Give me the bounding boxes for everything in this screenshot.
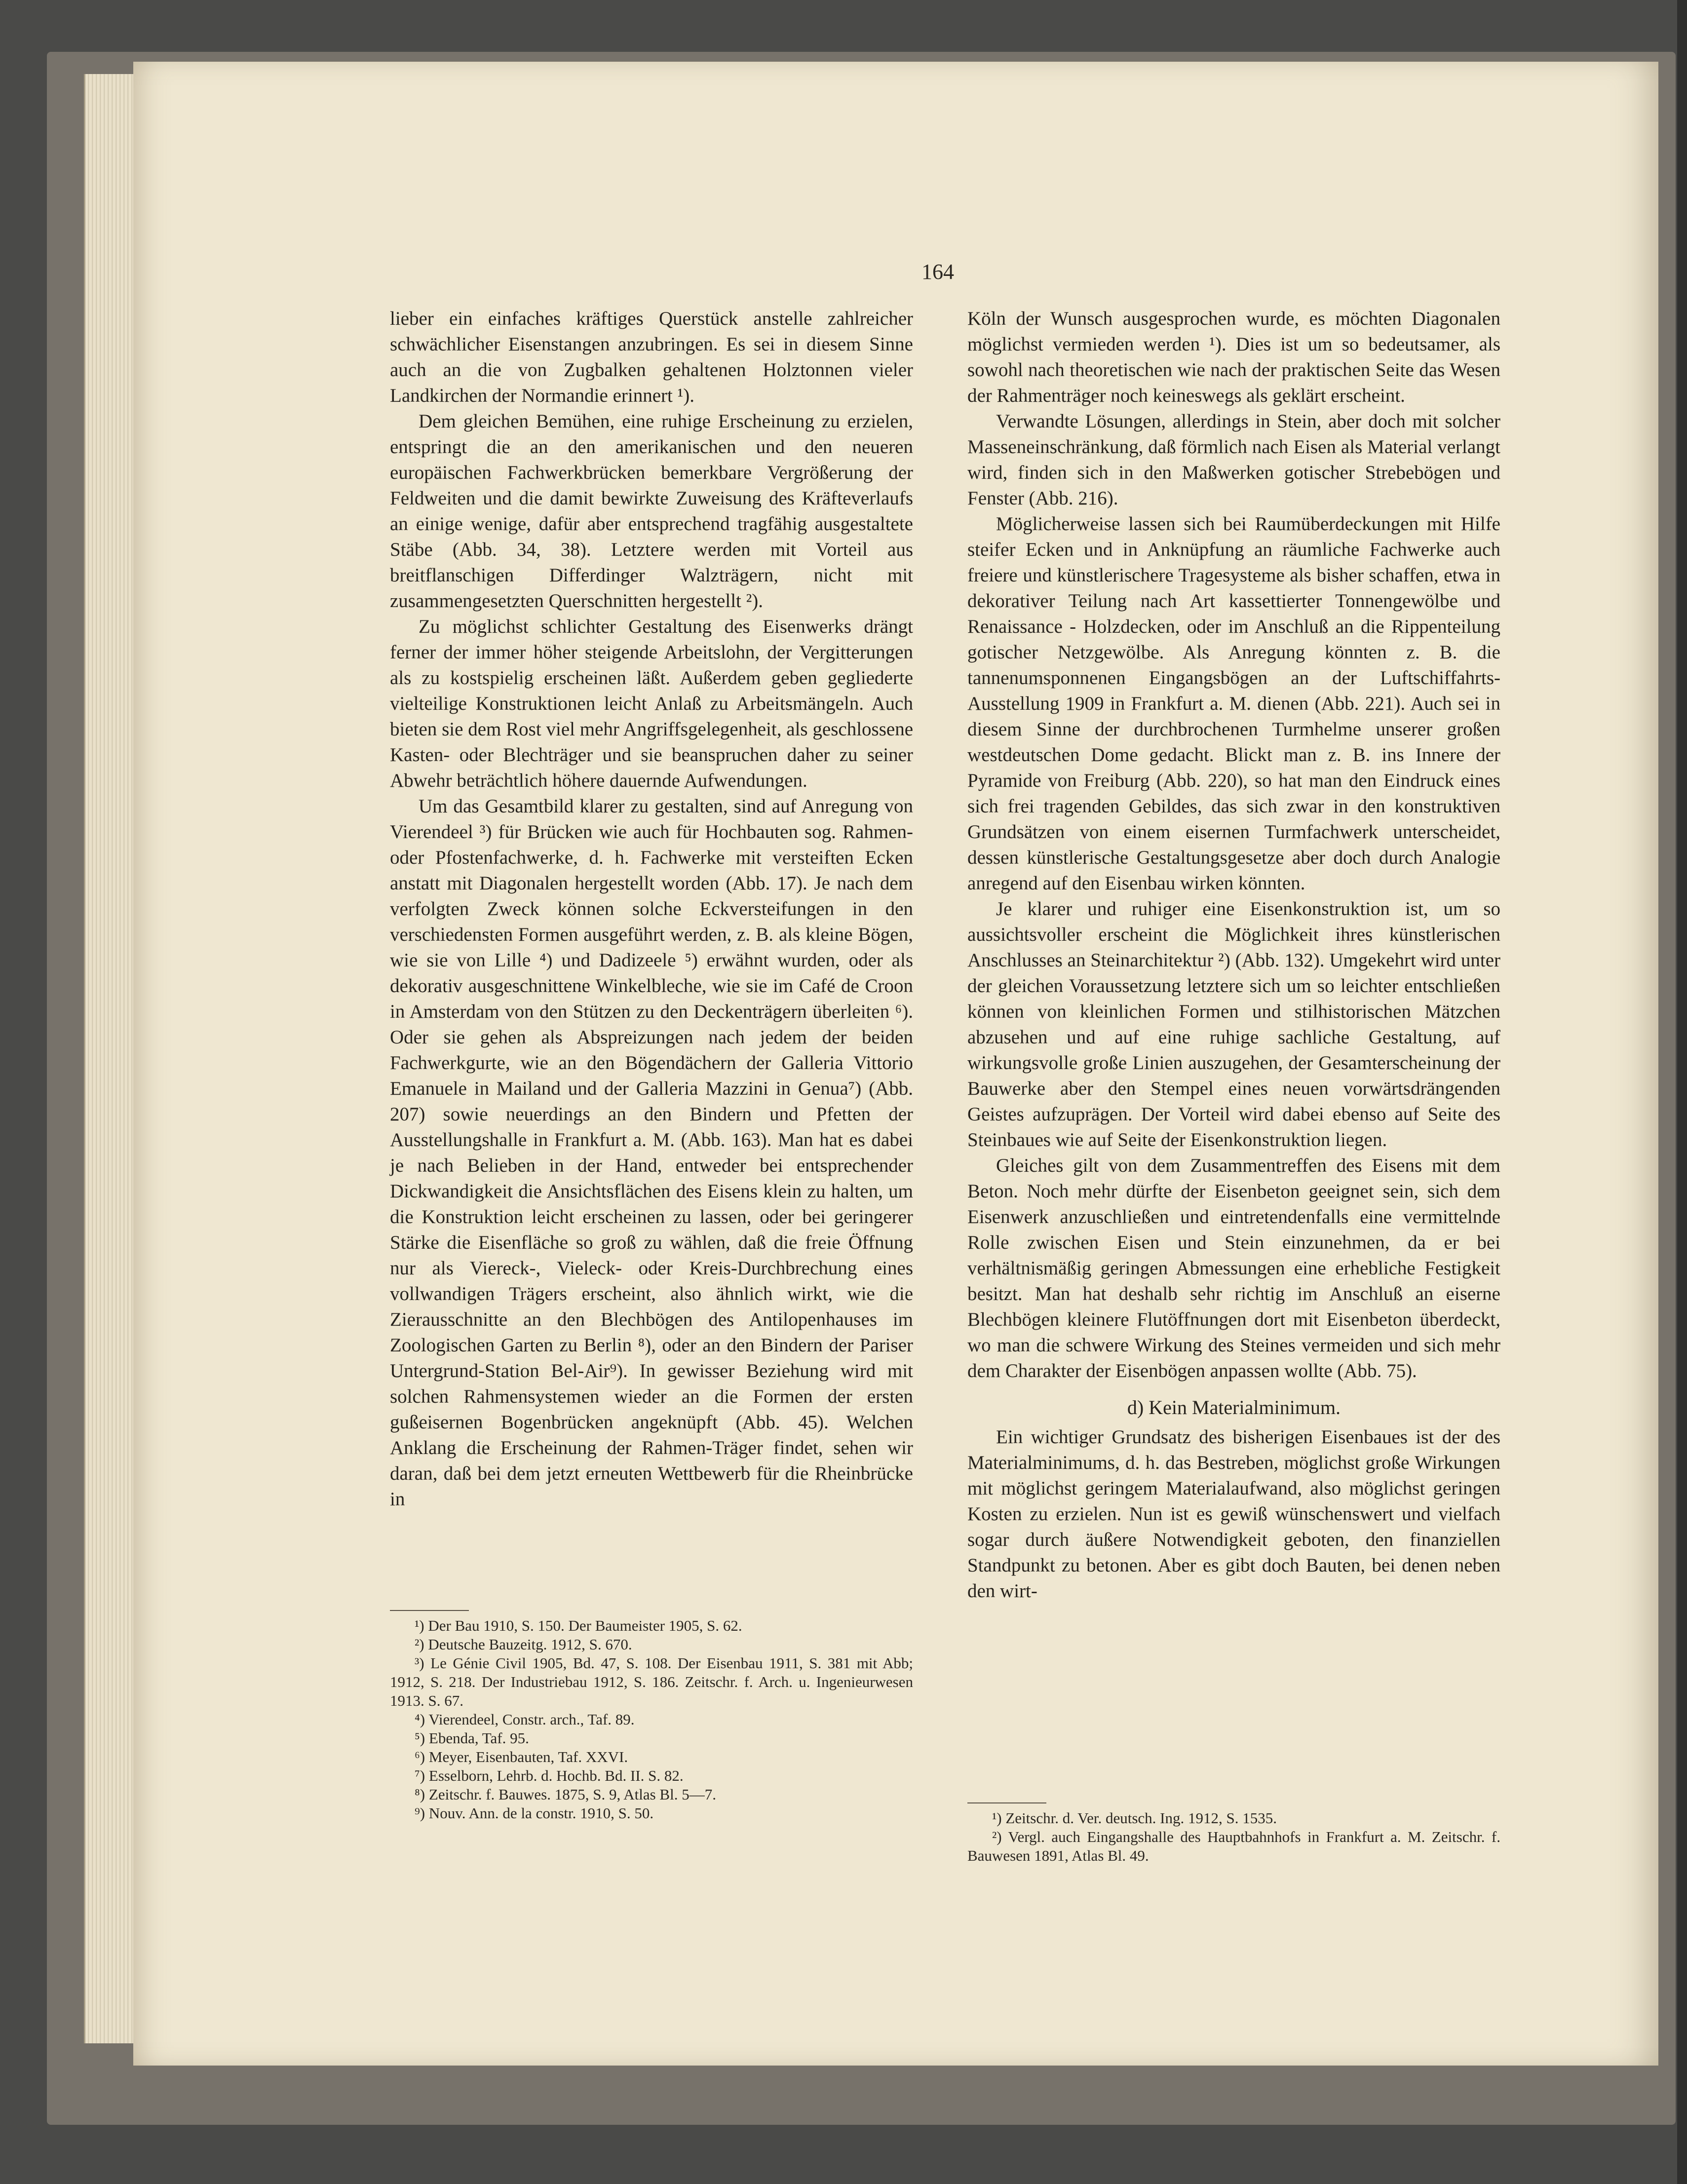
right-text-column [967, 306, 1500, 1604]
section-heading: d) Kein Materialminimum. [1127, 1396, 1341, 1418]
paragraph: Je klarer und ruhiger eine Eisenkonstruktion ist, um so aussichtsvoller erscheint die Möglichkeit ihres künstlerischen Anschlusses an Steinarchitektur ²) (Abb. 132). Umgekehrt wird unter der gleichen Voraussetzung letztere sich um so leichter entschließen können von kleinlichen Formen und stilhistorischen Mätzchen abzusehen und auf eine ruhige sachliche Gestaltung, auf wirkungsvolle große Linien auszugehen, der Gesamterscheinung der Bauwerke aber den Stempel eines neuen vorwärtsdrängenden Geistes aufzuprägen. Der Vorteil wird dabei ebenso auf Seite des Steinbaues wie auf Seite der Eisenkonstruktion liegen. [967, 898, 1500, 1150]
footnote-divider [967, 1802, 1046, 1803]
footnote: ¹) Zeitschr. d. Ver. deutsch. Ing. 1912, S. 1535. [992, 1809, 1277, 1827]
footnote: ⁶) Meyer, Eisenbauten, Taf. XXVI. [415, 1748, 628, 1765]
scanner-edge [1677, 0, 1687, 2184]
footnote: ³) Le Génie Civil 1905, Bd. 47, S. 108. Der Eisenbau 1911, S. 381 mit Abb; 1912, S. 218. Der Industriebau 1912, S. 186. Zeitschr. f. Arch. u. Ingenieurwesen 1913. S. 67. [390, 1654, 913, 1709]
right-footnotes [967, 1809, 1500, 1865]
paragraph: Ein wichtiger Grundsatz des bisherigen Eisenbaues ist der des Materialminimums, d. h. das Bestreben, möglichst große Wirkungen mit möglichst geringem Materialaufwand, also möglichst geringen Kosten zu erzielen. Nun ist es gewiß wünschenswert und vielfach sogar durch äußere Notwendigkeit geboten, den finanziellen Standpunkt zu betonen. Aber es gibt doch Bauten, bei denen neben den wirt- [967, 1426, 1500, 1602]
left-text-column [390, 306, 913, 1512]
footnote: ¹) Der Bau 1910, S. 150. Der Baumeister 1905, S. 62. [415, 1617, 742, 1634]
paragraph: Köln der Wunsch ausgesprochen wurde, es möchten Diagonalen möglichst vermieden werden ¹). Dies ist um so bedeutsamer, als sowohl nach theoretischen wie nach der praktischen Seite das Wesen der Rahmenträger noch keineswegs als geklärt erscheint. [967, 308, 1500, 406]
page-number: 164 [921, 260, 954, 284]
footnote-divider [390, 1610, 469, 1611]
paragraph: Um das Gesamtbild klarer zu gestalten, sind auf Anregung von Vierendeel ³) für Brücken wie auch für Hochbauten sog. Rahmen- oder Pfostenfachwerke, d. h. Fachwerke mit versteiften Ecken anstatt mit Diagonalen hergestellt worden (Abb. 17). Je nach dem verfolgten Zweck können solche Eckversteifungen in den verschiedensten Formen ausgeführt werden, z. B. als kleine Bögen, wie sie von Lille ⁴) und Dadizeele ⁵) erwähnt wurden, oder als dekorativ ausgeschnittene Winkelbleche, wie sie im Café de Croon in Amsterdam von den Stützen zu den Deckenträgern überleiten ⁶). Oder sie gehen als Abspreizungen nach jedem der beiden Fachwerkgurte, wie an den Bögendächern der Galleria Vittorio Emanuele in Mailand und der Galleria Mazzini in Genua⁷) (Abb. 207) sowie neuerdings an den Bindern und Pfetten der Ausstellungshalle in Frankfurt a. M. (Abb. 163). Man hat es dabei je nach Belieben in der Hand, entweder bei entsprechender Dickwandigkeit die Ansichtsflächen des Eisens klein zu halten, um die Konstruktion leicht erscheinen zu lassen, oder bei geringerer Stärke die Eisenfläche so groß zu wählen, daß die freie Öffnung nur als Viereck-, Vieleck- oder Kreis-Durchbrechung eines vollwandigen Trägers erscheint, also ähnlich wirkt, wie die Zierausschnitte an den Blechbögen des Antilopenhauses im Zoologischen Garten zu Berlin ⁸), oder an den Bindern der Pariser Untergrund-Station Bel-Air⁹). In gewisser Beziehung wird mit solchen Rahmensystemen wieder an die Formen der ersten gußeisernen Bogenbrücken angeknüpft (Abb. 45). Welchen Anklang die Erscheinung der Rahmen-Träger findet, sehen wir daran, daß bei dem jetzt erneuten Wettbewerb für die Rheinbrücke in [390, 796, 913, 1510]
footnote: ⁷) Esselborn, Lehrb. d. Hochb. Bd. II. S. 82. [415, 1767, 684, 1784]
paragraph: Gleiches gilt von dem Zusammentreffen des Eisens mit dem Beton. Noch mehr dürfte der Eisenbeton geeignet sein, sich dem Eisenwerk anzuschließen und eintretendenfalls eine vermittelnde Rolle zwischen Eisen und Stein einzunehmen, da er bei verhältnismäßig geringen Abmessungen eine erhebliche Festigkeit besitzt. Man hat deshalb sehr richtig im Anschluß an eiserne Blechbögen kleinere Flutöffnungen dort mit Eisenbeton überdeckt, wo man die schwere Wirkung des Steines vermeiden und sich mehr dem Charakter der Eisenbögen anpassen wollte (Abb. 75). [967, 1155, 1500, 1381]
footnote: ⁴) Vierendeel, Constr. arch., Taf. 89. [415, 1711, 635, 1728]
paragraph: Dem gleichen Bemühen, eine ruhige Erscheinung zu erzielen, entspringt die an den amerikanischen und den neueren europäischen Fachwerkbrücken bemerkbare Vergrößerung der Feldweiten und die damit bewirkte Zuweisung des Kräfteverlaufs an einige wenige, dafür aber entsprechend tragfähig ausgestaltete Stäbe (Abb. 34, 38). Letztere werden mit Vorteil aus breitflanschigen Differdinger Walzträgern, nicht mit zusammengesetzten Querschnitten hergestellt ²). [390, 411, 913, 612]
footnote: ²) Deutsche Bauzeitg. 1912, S. 670. [415, 1636, 632, 1653]
paragraph: Zu möglichst schlichter Gestaltung des Eisenwerks drängt ferner der immer höher steigende Arbeitslohn, der Vergitterungen als zu kostspielig erscheinen läßt. Außerdem geben gegliederte vielteilige Konstruktionen leicht Anlaß zu Arbeitsmängeln. Auch bieten sie dem Rost viel mehr Angriffsgelegenheit, als geschlossene Kasten- oder Blechträger und sie beanspruchen daher zu seiner Abwehr beträchtlich höhere dauernde Aufwendungen. [390, 616, 913, 791]
paragraph: Verwandte Lösungen, allerdings in Stein, aber doch mit solcher Masseneinschränkung, daß förmlich nach Eisen als Material verlangt wird, finden sich in den Maßwerken gotischer Strebebögen und Fenster (Abb. 216). [967, 411, 1500, 509]
paragraph: lieber ein einfaches kräftiges Querstück anstelle zahlreicher schwächlicher Eisenstangen anzubringen. Es sei in diesem Sinne auch an die von Zugbalken gehaltenen Holztonnen vieler Landkirchen der Normandie erinnert ¹). [390, 308, 913, 406]
left-footnotes [390, 1616, 913, 1823]
footnote: ⁹) Nouv. Ann. de la constr. 1910, S. 50. [415, 1804, 654, 1822]
footnote: ²) Vergl. auch Eingangshalle des Hauptbahnhofs in Frankfurt a. M. Zeitschr. f. Bauwesen 1891, Atlas Bl. 49. [967, 1828, 1500, 1864]
paragraph: Möglicherweise lassen sich bei Raumüberdeckungen mit Hilfe steifer Ecken und in Anknüpfung an räumliche Fachwerke auch freiere und künstlerischere Tragesysteme als bisher schaffen, etwa in dekorativer Teilung nach Art kassettierter Tonnengewölbe und Renaissance - Holzdecken, oder im Anschluß an die Rippenteilung gotischer Netzgewölbe. Als Anregung könnten z. B. die tannenumsponnenen Eingangsbögen an der Luftschiffahrts-Ausstellung 1909 in Frankfurt a. M. dienen (Abb. 221). Auch sei in diesem Sinne der durchbrochenen Turmhelme unserer großen westdeutschen Dome gedacht. Blickt man z. B. ins Innere der Pyramide von Freiburg (Abb. 220), so hat man den Eindruck eines sich frei tragenden Gebildes, das sich zwar in den konstruktiven Grundsätzen von einem eisernen Turmfachwerk unterscheidet, dessen künstlerische Gestaltungsgesetze aber doch durch Analogie anregend auf den Eisenbau wirken könnten. [967, 513, 1500, 894]
footnote: ⁵) Ebenda, Taf. 95. [415, 1729, 529, 1747]
footnote: ⁸) Zeitschr. f. Bauwes. 1875, S. 9, Atlas Bl. 5—7. [415, 1786, 716, 1803]
